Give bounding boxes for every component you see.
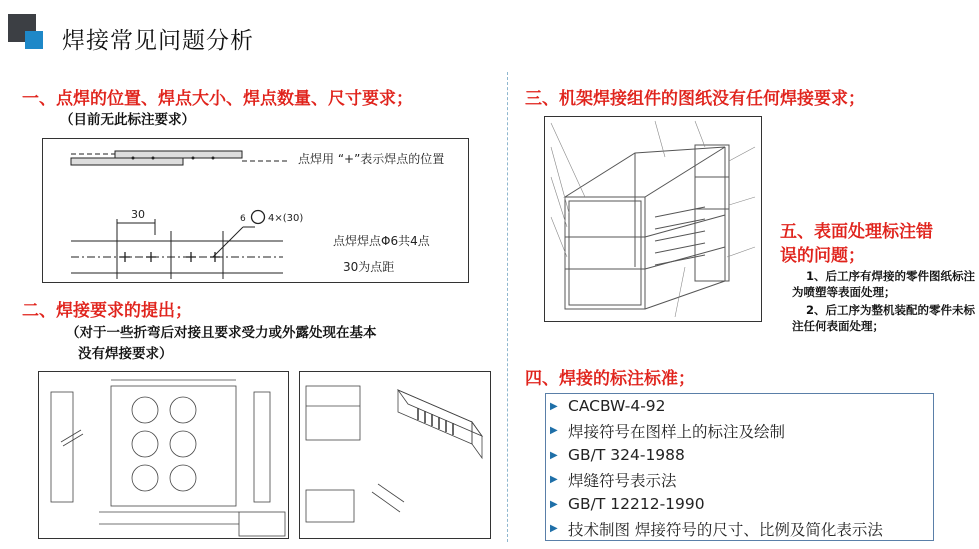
standard-text: 技术制图 焊接符号的尺寸、比例及简化表示法 (568, 520, 883, 539)
standard-text: 焊缝符号表示法 (568, 471, 677, 490)
weld-symbol-size: 6 (240, 214, 246, 224)
list-bullet-triangle-icon: ▶ (550, 474, 558, 486)
section4-heading: 四、焊接的标注标准； (525, 369, 695, 389)
sheet-part-drawing-lines (39, 372, 288, 538)
bracket-drawing (299, 371, 491, 539)
standard-text: 焊接符号在图样上的标注及绘制 (568, 422, 786, 441)
dimension-30: 30 (131, 208, 145, 221)
spot-weld-pitch-label: 30为点距 (343, 260, 395, 274)
standard-text: CACBW-4-92 (568, 397, 666, 416)
page-title: 焊接常见问题分析 (62, 28, 254, 54)
section5-item2: 2、后工序为整机装配的零件未标注任何表面处理； (792, 303, 975, 333)
column-divider (507, 72, 508, 542)
spot-weld-position-label: 点焊用 “+”表示焊点的位置 (298, 152, 445, 166)
section5-item1: 1、后工序有焊接的零件图纸标注为喷塑等表面处理； (792, 269, 975, 299)
weld-symbol-spec: 4×(30) (268, 213, 304, 224)
standard-text: GB/T 324-1988 (568, 446, 685, 465)
spot-weld-spec-label: 点焊焊点Φ6共4点 (333, 234, 430, 248)
standards-list-box (545, 393, 934, 541)
section5-heading-line1: 五、表面处理标注错 (780, 222, 933, 242)
section5-heading-line2: 误的问题； (780, 246, 865, 266)
section2-note-line2: 没有焊接要求） (78, 346, 173, 362)
frame-assembly-drawing-lines (545, 117, 761, 321)
list-item (546, 419, 933, 444)
sheet-part-drawing (38, 371, 289, 539)
section2-note-line1: （对于一些折弯后对接且要求受力或外露处现在基本 (66, 325, 377, 341)
section3-heading: 三、机架焊接组件的图纸没有任何焊接要求； (525, 89, 865, 109)
list-item (546, 468, 933, 493)
standard-text: GB/T 12212-1990 (568, 495, 705, 514)
list-bullet-triangle-icon: ▶ (550, 400, 558, 412)
bracket-drawing-lines (300, 372, 490, 538)
list-item (546, 443, 933, 468)
list-bullet-triangle-icon: ▶ (550, 523, 558, 535)
list-item (546, 394, 933, 419)
list-item (546, 492, 933, 517)
standards-list (546, 394, 933, 541)
list-item (546, 517, 933, 542)
list-bullet-triangle-icon: ▶ (550, 425, 558, 437)
frame-assembly-drawing (544, 116, 762, 322)
section1-note: （目前无此标注要求） (60, 112, 195, 128)
section1-heading: 一、点焊的位置、焊点大小、焊点数量、尺寸要求； (22, 89, 413, 109)
list-bullet-triangle-icon: ▶ (550, 449, 558, 461)
list-bullet-triangle-icon: ▶ (550, 498, 558, 510)
section2-heading: 二、焊接要求的提出； (22, 301, 192, 321)
title-decoration-blue-square (25, 31, 43, 49)
